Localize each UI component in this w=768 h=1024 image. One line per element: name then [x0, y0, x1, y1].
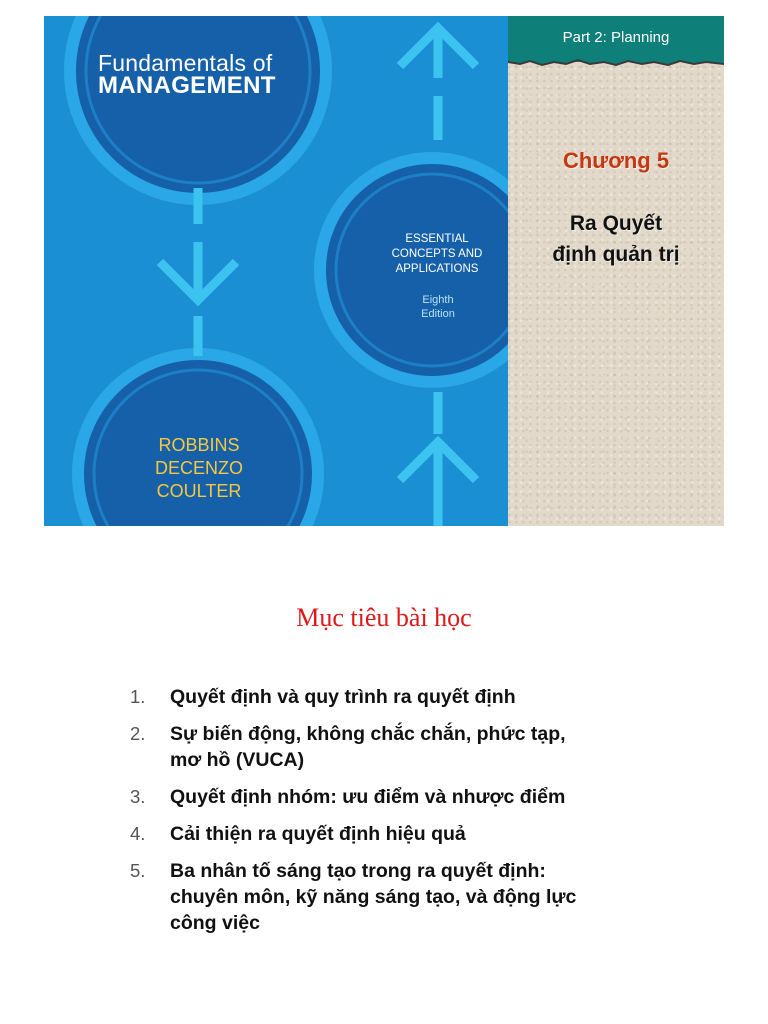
objective-text-line: Quyết định và quy trình ra quyết định [170, 686, 516, 708]
objectives-list [130, 684, 670, 947]
objective-text-line: Cải thiện ra quyết định hiệu quả [170, 823, 466, 845]
objective-item [130, 821, 670, 847]
objective-text [170, 821, 466, 847]
title-slide [44, 16, 724, 526]
book-cover-image [44, 16, 508, 526]
chapter-label: Chương 5 [562, 148, 670, 173]
objective-text [170, 858, 576, 936]
objective-number: 4. [130, 823, 146, 844]
objective-text [170, 721, 566, 773]
cover-subtitle-line: CONCEPTS AND [391, 248, 483, 260]
objective-item [130, 858, 670, 936]
objective-item [130, 684, 670, 710]
part-label: Part 2: Planning [562, 29, 670, 46]
objective-item [130, 721, 670, 773]
torn-edge-decoration [508, 54, 724, 68]
cover-title-line1: Fundamentals of [98, 50, 273, 76]
objectives-heading: Mục tiêu bài học [296, 603, 472, 632]
chapter-title-line: Ra Quyết [569, 212, 663, 235]
objective-number: 2. [130, 723, 146, 744]
cover-edition-line: Eighth [422, 294, 454, 306]
author-name: DECENZO [154, 458, 243, 478]
chapter-panel [508, 16, 724, 526]
author-name: ROBBINS [158, 435, 240, 455]
objective-number: 1. [130, 686, 146, 707]
objective-text-line: công việc [170, 912, 260, 934]
cover-title-line2: MANAGEMENT [98, 72, 276, 99]
cover-authors [124, 434, 274, 503]
chapter-title-line: định quản trị [552, 243, 680, 266]
objective-item [130, 784, 670, 810]
cover-edition-line: Edition [421, 308, 455, 320]
objective-text-line: Sự biến động, không chắc chắn, phức tạp, [170, 723, 566, 745]
chapter-title [508, 208, 724, 270]
cover-subtitle-line: APPLICATIONS [395, 263, 479, 275]
cover-edition [388, 293, 488, 321]
cover-subtitle [362, 232, 508, 277]
objective-text [170, 684, 516, 710]
objective-number: 3. [130, 786, 146, 807]
objective-text-line: chuyên môn, kỹ năng sáng tạo, và động lực [170, 886, 577, 908]
cover-subtitle-line: ESSENTIAL [405, 233, 469, 245]
objective-text-line: Ba nhân tố sáng tạo trong ra quyết định: [170, 860, 546, 882]
objective-number: 5. [130, 860, 146, 881]
objective-text-line: mơ hồ (VUCA) [170, 749, 305, 771]
author-name: COULTER [156, 481, 242, 501]
objective-text [170, 784, 565, 810]
objective-text-line: Quyết định nhóm: ưu điểm và nhược điểm [170, 786, 566, 808]
